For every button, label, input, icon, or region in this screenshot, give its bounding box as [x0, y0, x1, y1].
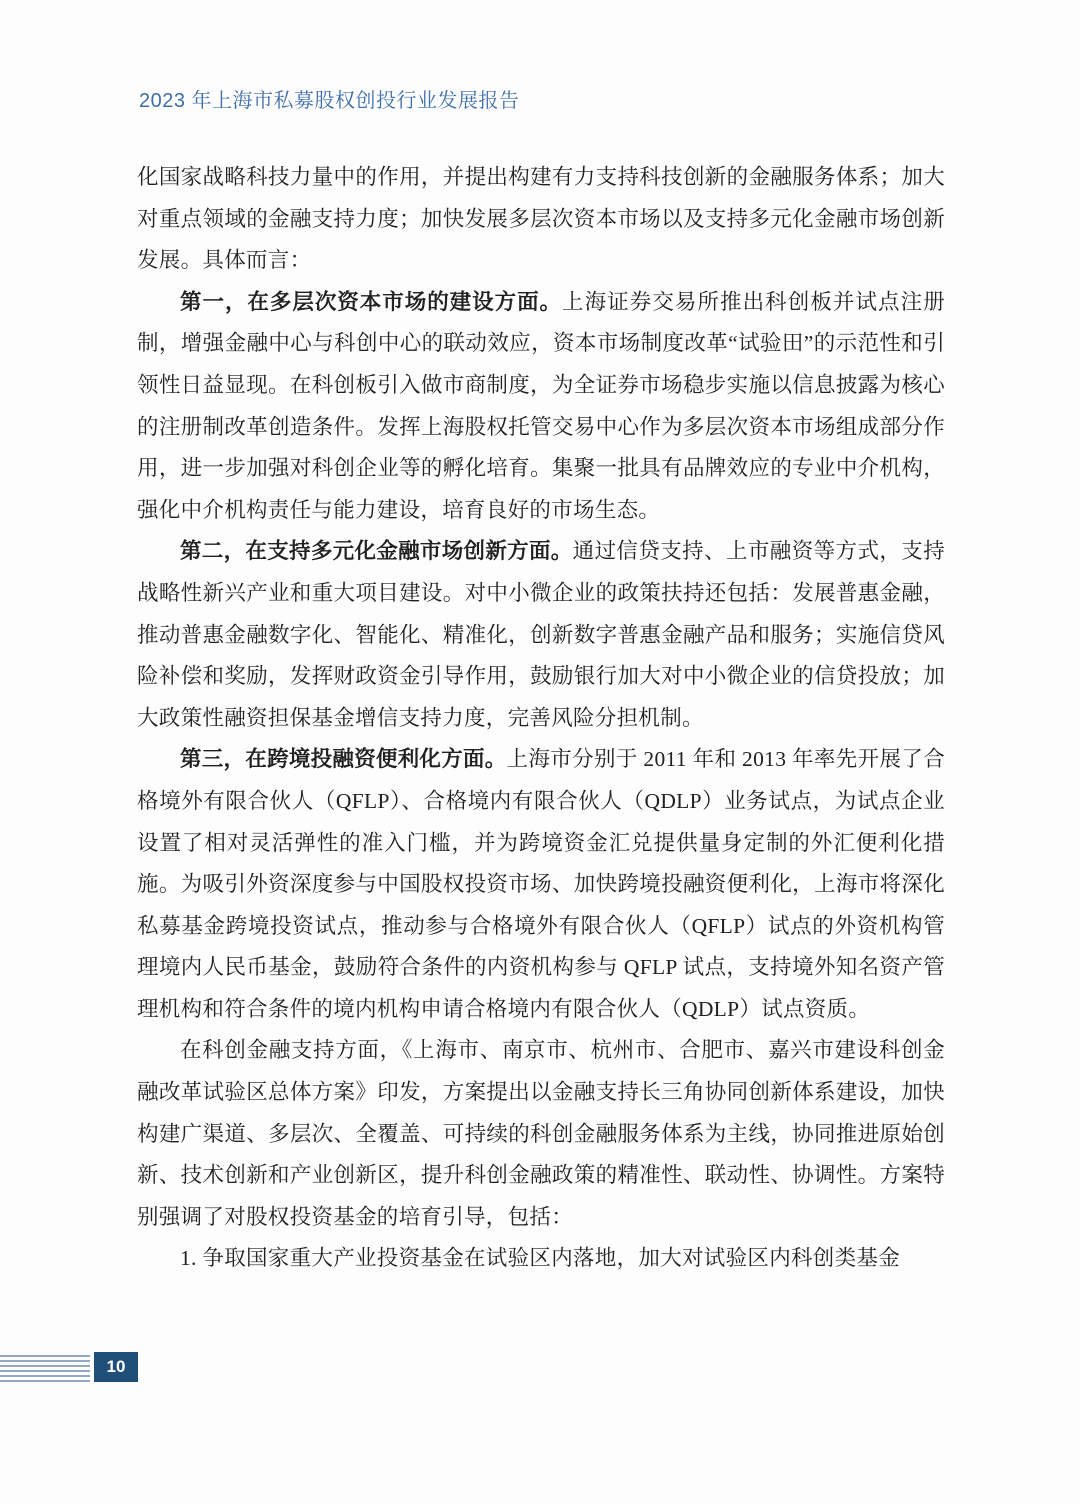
body-paragraph: [137, 282, 945, 532]
body-paragraph: [137, 1030, 945, 1238]
footer-stripes-decoration: [0, 1355, 90, 1382]
page-footer: [0, 1352, 300, 1384]
paragraph-text: 化国家战略科技力量中的作用，并提出构建有力支持科技创新的金融服务体系；加大对重点领域的金融支持力度；加快发展多层次资本市场以及支持多元化金融市场创新发展。具体而言：: [137, 165, 945, 273]
paragraph-text: 在科创金融支持方面，《上海市、南京市、杭州市、合肥市、嘉兴市建设科创金融改革试验区总体方案》印发，方案提出以金融支持长三角协同创新体系建设，加快构建广渠道、多层次、全覆盖、可持续的科创金融服务体系为主线，协同推进原始创新、技术创新和产业创新区，提升科创金融政策的精准性、联动性、协调性。方案特别强调了对股权投资基金的培育引导，包括：: [137, 1038, 945, 1229]
paragraph-lead: 第二，在支持多元化金融市场创新方面。: [180, 539, 573, 564]
paragraph-lead: 第三，在跨境投融资便利化方面。: [180, 747, 507, 772]
paragraph-text: 1. 争取国家重大产业投资基金在试验区内落地，加大对试验区内科创类基金: [180, 1246, 901, 1271]
paragraph-text: 上海市分别于 2011 年和 2013 年率先开展了合格境外有限合伙人（QFLP）、合格境内有限合伙人（QDLP）业务试点，为试点企业设置了相对灵活弹性的准入门槛，并为跨境资金汇兑提供量身定制的外汇便利化措施。为吸引外资深度参与中国股权投资市场、加快跨境投融资便利化，上海市将深化私募基金跨境投资试点，推动参与合格境外有限合伙人（QFLP）试点的外资机构管理境内人民币基金，鼓励符合条件的内资机构参与 QFLP 试点，支持境外知名资产管理机构和符合条件的境内机构申请合格境内有限合伙人（QDLP）试点资质。: [137, 747, 945, 1021]
paragraph-text: 通过信贷支持、上市融资等方式，支持战略性新兴产业和重大项目建设。对中小微企业的政策扶持还包括：发展普惠金融，推动普惠金融数字化、智能化、精准化，创新数字普惠金融产品和服务；实施信贷风险补偿和奖励，发挥财政资金引导作用，鼓励银行加大对中小微企业的信贷投放；加大政策性融资担保基金增信支持力度，完善风险分担机制。: [137, 539, 945, 730]
paragraph-lead: 第一，在多层次资本市场的建设方面。: [180, 289, 563, 314]
body-paragraph: [137, 739, 945, 1030]
body-paragraph: [137, 1238, 945, 1280]
paragraph-text: 上海证券交易所推出科创板并试点注册制，增强金融中心与科创中心的联动效应，资本市场制度改革“试验田”的示范性和引领性日益显现。在科创板引入做市商制度，为全证券市场稳步实施以信息披露为核心的注册制改革创造条件。发挥上海股权托管交易中心作为多层次资本市场组成部分作用，进一步加强对科创企业等的孵化培育。集聚一批具有品牌效应的专业中介机构，强化中介机构责任与能力建设，培育良好的市场生态。: [137, 289, 945, 522]
body-paragraph: [137, 157, 945, 282]
page-header-title: 2023 年上海市私募股权创投行业发展报告: [139, 90, 520, 112]
page-number-badge: 10: [94, 1352, 138, 1382]
body-paragraph: [137, 531, 945, 739]
page-body: [137, 157, 945, 1280]
